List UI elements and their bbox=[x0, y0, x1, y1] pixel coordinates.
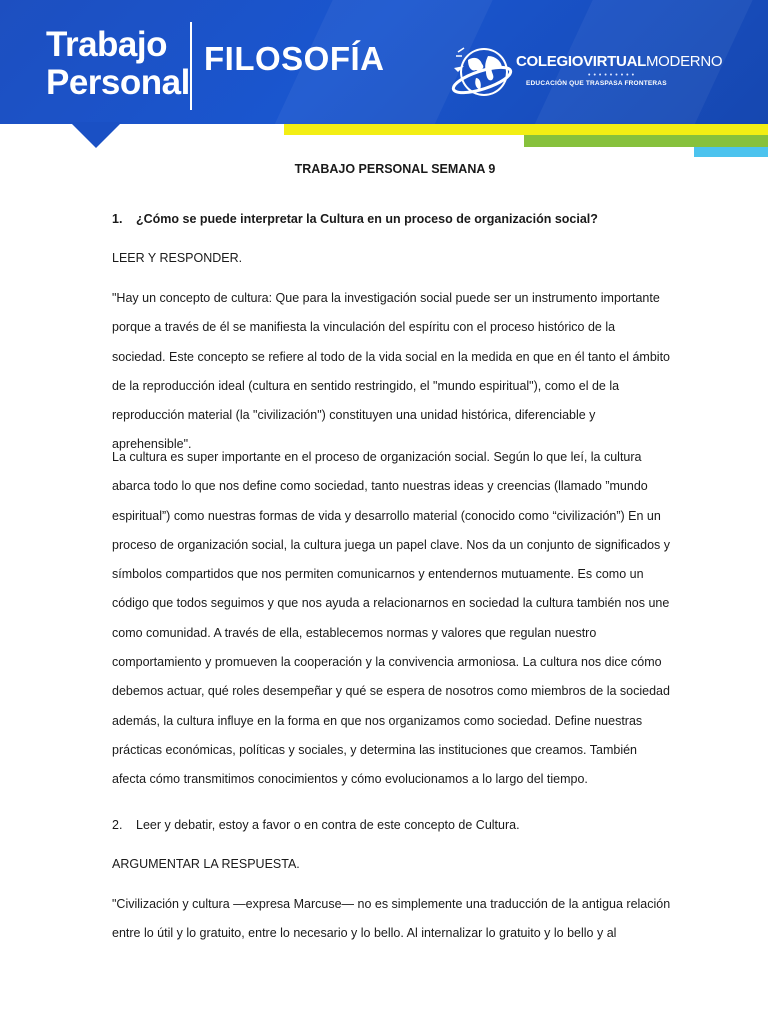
logo-name-part1: COLEGIO bbox=[516, 53, 584, 70]
question-2-number: 2. bbox=[112, 818, 123, 832]
subject-title: FILOSOFÍA bbox=[204, 40, 385, 77]
instruction-2: ARGUMENTAR LA RESPUESTA. bbox=[112, 857, 300, 871]
quote-1: "Hay un concepto de cultura: Que para la investigación social puede ser un instrumento importante porque a través de él se manifiesta la vinculación del espíritu con el proceso histórico de la sociedad. Este concepto se refiere al todo de la vida social en la medida en que en él tanto el ámbito de la reproducción ideal (cultura en sentido restringido, el "mundo espiritual"), como el de la reproducción material (la "civilización") constituyen una unidad histórica, diferenciable y aprehensible". bbox=[112, 291, 670, 452]
document-title: TRABAJO PERSONAL SEMANA 9 bbox=[294, 162, 496, 176]
quote-2: "Civilización y cultura —expresa Marcuse— no es simplemente una traducción de la antigua relación entre lo útil y lo gratuito, entre lo necesario y lo bello. Al internalizar lo gratuito y lo bello y al bbox=[112, 897, 671, 941]
logo-tagline: EDUCACIÓN QUE TRASPASA FRONTERAS bbox=[526, 80, 667, 87]
header-title-line1: Trabajo bbox=[46, 25, 167, 64]
stripe-yellow bbox=[284, 124, 768, 135]
header-title bbox=[46, 26, 190, 102]
logo-name-part3: MODERNO bbox=[645, 53, 723, 70]
answer-1: La cultura es super importante en el proceso de organización social. Según lo que leí, la cultura abarca todo lo que nos define como sociedad, tanto nuestras ideas y creencias (llamado ”mundo espiritual”) como nuestras formas de vida y desarrollo material (conocido como “civilización”) En un proceso de organización social, la cultura juega un papel clave. Nos da un conjunto de significados y símbolos compartidos que nos permiten comunicarnos y entendernos mutuamente. Es como un código que todos seguimos y que nos ayuda a relacionarnos en sociedad la cultura también nos une como comunidad. A través de ella, establecemos normas y valores que regulan nuestro comportamiento y promueven la cooperación y la convivencia armoniosa. La cultura nos dice cómo debemos actuar, qué roles desempeñar y qué se espera de nosotros como miembros de la sociedad además, la cultura influye en la forma en que nos organizamos como sociedad. Define nuestras prácticas económicas, políticas y sociales, y determina las instituciones que creamos. También afecta cómo transmitimos conocimientos y cómo evolucionamos a lo largo del tiempo. bbox=[112, 450, 670, 787]
stripe-cyan bbox=[694, 147, 768, 157]
stripe-green bbox=[524, 135, 768, 147]
globe-logo-icon bbox=[446, 38, 518, 110]
logo-dots: ••••••••• bbox=[588, 72, 638, 79]
logo-name bbox=[516, 53, 722, 70]
instruction-1: LEER Y RESPONDER. bbox=[112, 251, 243, 265]
logo-name-part2: VIRTUAL bbox=[583, 53, 646, 70]
question-2 bbox=[112, 811, 672, 840]
header-banner bbox=[0, 0, 768, 124]
question-1-number: 1. bbox=[112, 212, 123, 226]
question-2-text: Leer y debatir, estoy a favor o en contra de este concepto de Cultura. bbox=[136, 818, 520, 832]
header-title-line2: Personal bbox=[46, 63, 190, 102]
banner-notch bbox=[70, 122, 122, 148]
header-divider bbox=[190, 22, 192, 110]
question-1 bbox=[112, 205, 672, 234]
question-1-text: ¿Cómo se puede interpretar la Cultura en un proceso de organización social? bbox=[136, 212, 598, 226]
